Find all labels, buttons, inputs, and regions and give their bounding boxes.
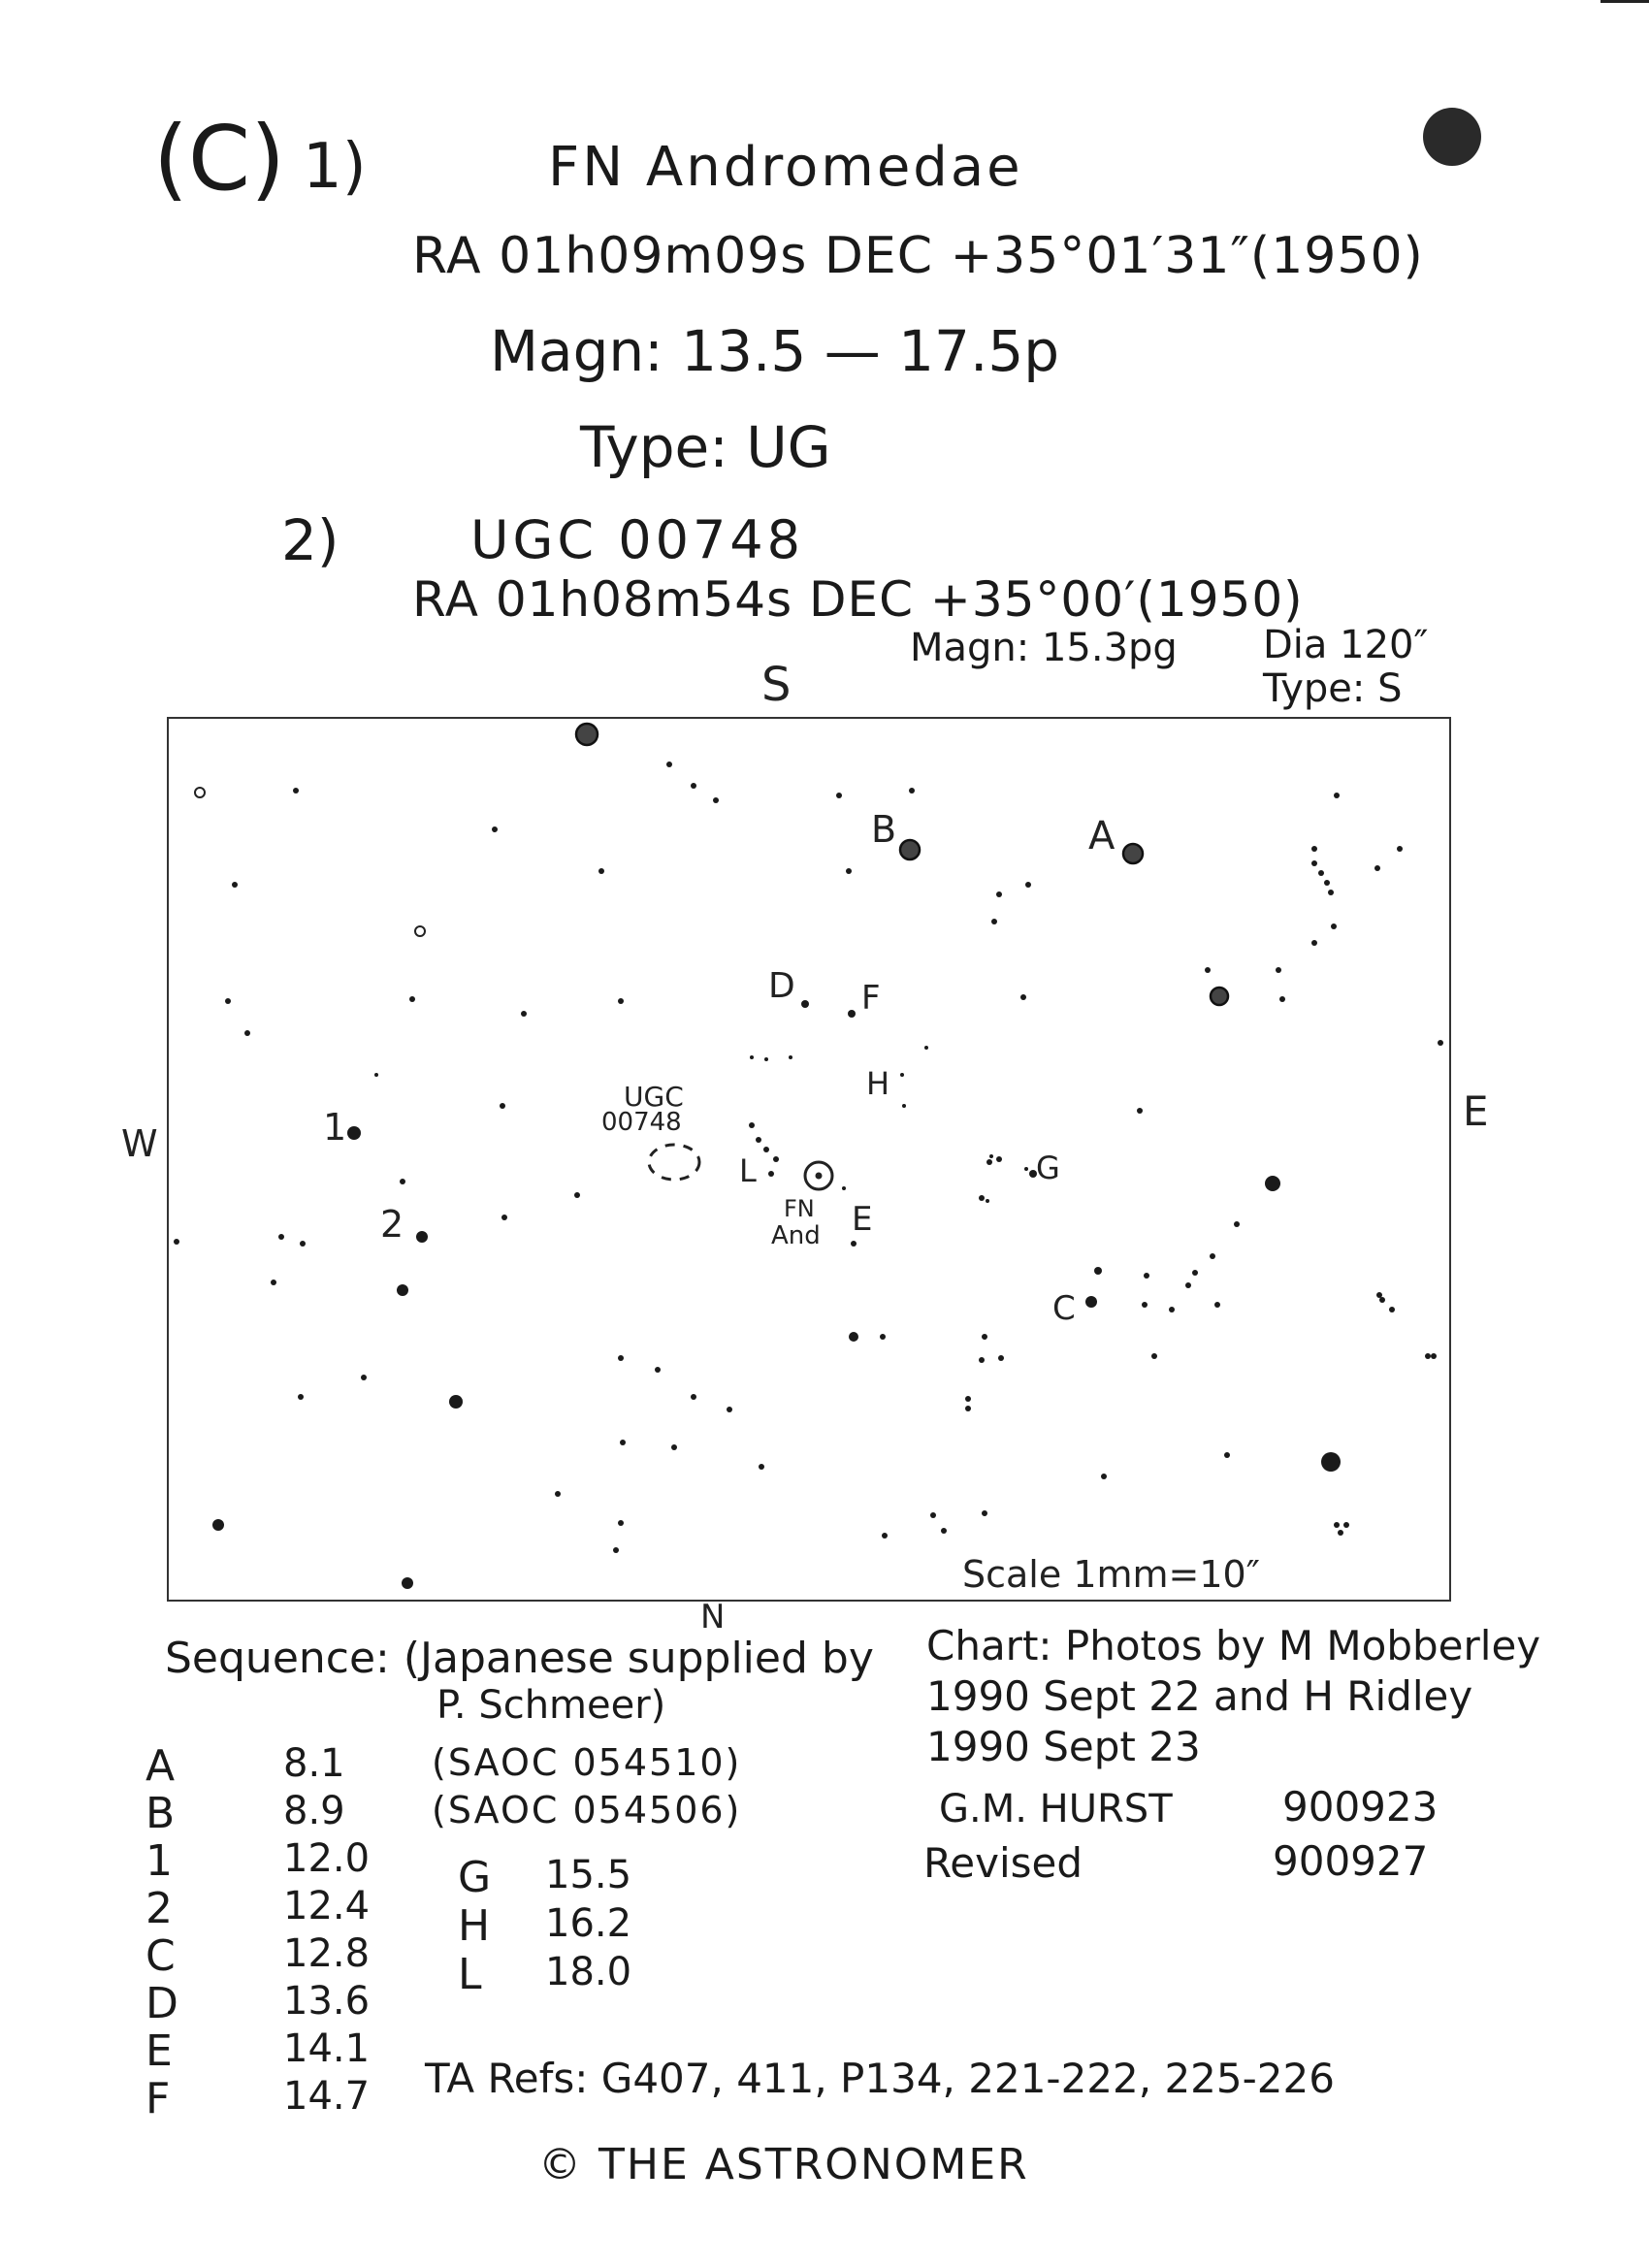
star — [374, 1073, 378, 1077]
label-star-f: F — [861, 979, 881, 1018]
star — [986, 1159, 992, 1165]
star — [763, 1147, 769, 1152]
star — [759, 1464, 764, 1470]
star — [764, 1057, 768, 1061]
star — [1192, 1270, 1198, 1276]
star — [174, 1239, 179, 1245]
sequence-faint-mag: 16.2 — [545, 1901, 632, 1946]
sequence-title: Sequence: (Japanese supplied by — [165, 1634, 874, 1683]
star — [655, 1367, 661, 1373]
star — [409, 996, 415, 1002]
star — [789, 1055, 792, 1059]
star — [1425, 1353, 1431, 1359]
star — [1094, 1267, 1102, 1275]
star — [347, 1126, 361, 1140]
sequence-row-id: D — [146, 1979, 178, 2028]
chart-scale: Scale 1mm=10″ — [962, 1553, 1260, 1596]
star — [1321, 1452, 1341, 1472]
label-ugc-2: 00748 — [601, 1108, 682, 1137]
label-star-b: B — [871, 808, 897, 851]
star — [924, 1046, 928, 1050]
star — [671, 1444, 677, 1450]
ugc-galaxy-marker — [649, 1145, 699, 1180]
object2-type: Type: S — [1263, 666, 1403, 711]
star — [1024, 1167, 1028, 1171]
sequence-row-id: F — [146, 2074, 171, 2123]
star — [996, 891, 1002, 897]
object1-magnitude: Magn: 13.5 — 17.5p — [490, 318, 1060, 384]
star — [851, 1241, 857, 1247]
label-star-d: D — [768, 966, 795, 1006]
star — [768, 1171, 774, 1177]
star — [613, 1547, 619, 1553]
star — [293, 788, 299, 794]
label-star-e: E — [852, 1200, 873, 1239]
star — [1123, 844, 1143, 863]
star — [1374, 865, 1380, 871]
star — [998, 1355, 1004, 1361]
sequence-row-id: B — [146, 1789, 176, 1838]
sequence-row-id: 1 — [146, 1836, 173, 1886]
star — [900, 840, 920, 859]
sequence-faint-id: L — [458, 1950, 482, 1999]
object1-name: FN Andromedae — [548, 136, 1023, 199]
star — [1318, 870, 1324, 876]
star — [801, 1000, 809, 1008]
star — [1328, 890, 1334, 895]
star — [1431, 1353, 1437, 1359]
star — [1151, 1353, 1157, 1359]
star — [1214, 1302, 1220, 1308]
sequence-faint-mag: 18.0 — [545, 1950, 632, 1994]
star — [1169, 1307, 1175, 1312]
star — [402, 1577, 413, 1589]
star — [1224, 1452, 1230, 1458]
star — [986, 1199, 989, 1203]
sequence-row-mag: 14.7 — [283, 2074, 371, 2119]
star — [298, 1394, 304, 1400]
star — [1397, 846, 1403, 852]
star — [278, 1234, 284, 1240]
sequence-row-mag: 14.1 — [283, 2026, 371, 2071]
credits-line-2: 1990 Sept 22 and H Ridley — [926, 1672, 1473, 1720]
credits-revised: Revised — [923, 1839, 1083, 1887]
star — [212, 1519, 224, 1531]
star — [1311, 860, 1317, 866]
star — [848, 1010, 856, 1018]
star — [555, 1491, 561, 1497]
star — [618, 1520, 624, 1526]
ta-refs: TA Refs: G407, 411, P134, 221-222, 225-226 — [425, 2055, 1335, 2102]
object1-coords: RA 01h09m09s DEC +35°01′31″(1950) — [412, 227, 1424, 285]
star — [1210, 1253, 1215, 1259]
sequence-row-note: (SAOC 054506) — [432, 1789, 742, 1831]
star — [982, 1510, 987, 1516]
star — [1276, 967, 1281, 973]
section-label: (C) — [153, 107, 286, 211]
star — [979, 1195, 985, 1201]
sequence-row-mag: 12.4 — [283, 1884, 371, 1928]
star — [880, 1334, 886, 1340]
label-star-a: A — [1088, 814, 1116, 859]
sequence-row-id: C — [146, 1931, 176, 1981]
star — [1311, 940, 1317, 946]
sequence-row-mag: 13.6 — [283, 1979, 371, 2024]
star — [500, 1103, 505, 1109]
credits-author-date: 900923 — [1282, 1783, 1439, 1831]
star — [1265, 1176, 1280, 1191]
star — [576, 724, 598, 745]
star — [1376, 1292, 1382, 1298]
star — [882, 1533, 888, 1539]
label-star-1: 1 — [323, 1106, 347, 1149]
sequence-row-mag: 8.9 — [283, 1789, 345, 1833]
compass-west: W — [121, 1122, 158, 1165]
star — [842, 1186, 846, 1190]
star — [1137, 1108, 1143, 1114]
star — [909, 788, 915, 794]
star — [618, 998, 624, 1004]
label-ugc-1: UGC — [624, 1081, 684, 1113]
star — [849, 1332, 858, 1342]
star — [749, 1122, 755, 1128]
star — [1085, 1296, 1097, 1308]
star — [1211, 988, 1228, 1005]
star — [400, 1179, 405, 1184]
sequence-row-id: E — [146, 2026, 173, 2076]
star — [965, 1396, 971, 1402]
star — [1144, 1273, 1149, 1279]
star — [416, 1231, 428, 1243]
star — [232, 882, 238, 888]
star — [300, 1241, 306, 1247]
chart-frame — [168, 718, 1450, 1601]
sheet-dot — [1423, 108, 1481, 166]
credits-revised-date: 900927 — [1273, 1837, 1429, 1885]
star — [756, 1137, 761, 1143]
sequence-row-mag: 8.1 — [283, 1741, 345, 1786]
credits-author: G.M. HURST — [939, 1787, 1173, 1831]
star — [1389, 1307, 1395, 1312]
star — [1311, 846, 1317, 852]
star — [1334, 1522, 1340, 1528]
sequence-row-note: (SAOC 054510) — [432, 1741, 742, 1784]
label-star-l: L — [739, 1152, 757, 1189]
sequence-row-id: 2 — [146, 1884, 173, 1933]
star — [989, 1154, 993, 1158]
compass-north: N — [700, 1598, 726, 1636]
star — [1438, 1040, 1443, 1046]
star — [620, 1440, 626, 1445]
star — [449, 1395, 463, 1409]
star — [902, 1104, 906, 1108]
star — [492, 826, 498, 832]
star — [1142, 1302, 1148, 1308]
star — [996, 1156, 1002, 1162]
star — [666, 761, 672, 767]
fn-and-star — [816, 1173, 823, 1180]
object2-magnitude: Magn: 15.3pg — [910, 626, 1178, 670]
star — [574, 1192, 580, 1198]
sequence-title-2: P. Schmeer) — [436, 1683, 666, 1728]
star — [1025, 882, 1031, 888]
star — [727, 1407, 732, 1412]
compass-east: E — [1463, 1087, 1489, 1135]
sequence-row-id: A — [146, 1741, 176, 1791]
star — [598, 868, 604, 874]
star — [244, 1030, 250, 1036]
star — [991, 919, 997, 924]
star — [691, 1394, 696, 1400]
star — [773, 1156, 779, 1162]
star — [846, 868, 852, 874]
label-star-g: G — [1036, 1150, 1060, 1186]
star — [1334, 793, 1340, 798]
label-star-2: 2 — [380, 1203, 404, 1246]
object2-diameter: Dia 120″ — [1263, 623, 1429, 667]
star — [1185, 1282, 1191, 1288]
star — [979, 1357, 985, 1363]
credits-line-3: 1990 Sept 23 — [926, 1723, 1201, 1770]
star — [965, 1406, 971, 1411]
star — [1379, 1297, 1385, 1303]
label-fn-1: FN — [784, 1195, 815, 1222]
star — [691, 783, 696, 789]
star — [1020, 994, 1026, 1000]
sequence-row-mag: 12.0 — [283, 1836, 371, 1881]
star — [982, 1334, 987, 1340]
sequence-row-mag: 12.8 — [283, 1931, 371, 1976]
star — [750, 1055, 754, 1059]
compass-south: S — [761, 658, 792, 712]
star — [941, 1528, 947, 1534]
sequence-faint-mag: 15.5 — [545, 1853, 632, 1897]
star — [713, 797, 719, 803]
star — [361, 1375, 367, 1380]
sequence-faint-id: G — [458, 1853, 492, 1902]
star — [1205, 967, 1211, 973]
object2-name: UGC 00748 — [470, 509, 805, 570]
star — [521, 1011, 527, 1017]
star — [1279, 996, 1285, 1002]
object2-coords: RA 01h08m54s DEC +35°00′(1950) — [412, 571, 1304, 628]
label-fn-2: And — [771, 1221, 821, 1250]
star — [1324, 880, 1330, 886]
star — [1101, 1474, 1107, 1479]
star — [271, 1280, 276, 1285]
star — [900, 1073, 904, 1077]
star — [1234, 1221, 1240, 1227]
star — [225, 998, 231, 1004]
object1-type: Type: UG — [580, 414, 831, 480]
star — [195, 788, 205, 797]
star — [415, 926, 425, 936]
star — [1331, 923, 1337, 929]
star — [397, 1284, 408, 1296]
star-field — [174, 724, 1443, 1589]
copyright: © THE ASTRONOMER — [538, 2140, 1029, 2189]
star — [1343, 1522, 1349, 1528]
item2-number: 2) — [281, 507, 340, 573]
label-star-c: C — [1052, 1289, 1076, 1328]
star — [1338, 1530, 1343, 1536]
credits-line-1: Chart: Photos by M Mobberley — [926, 1622, 1541, 1669]
sequence-faint-id: H — [458, 1901, 491, 1951]
item1-number: 1) — [303, 131, 367, 203]
label-star-h: H — [866, 1065, 890, 1102]
star — [836, 793, 842, 798]
star — [930, 1512, 936, 1518]
star — [501, 1215, 507, 1220]
star — [618, 1355, 624, 1361]
